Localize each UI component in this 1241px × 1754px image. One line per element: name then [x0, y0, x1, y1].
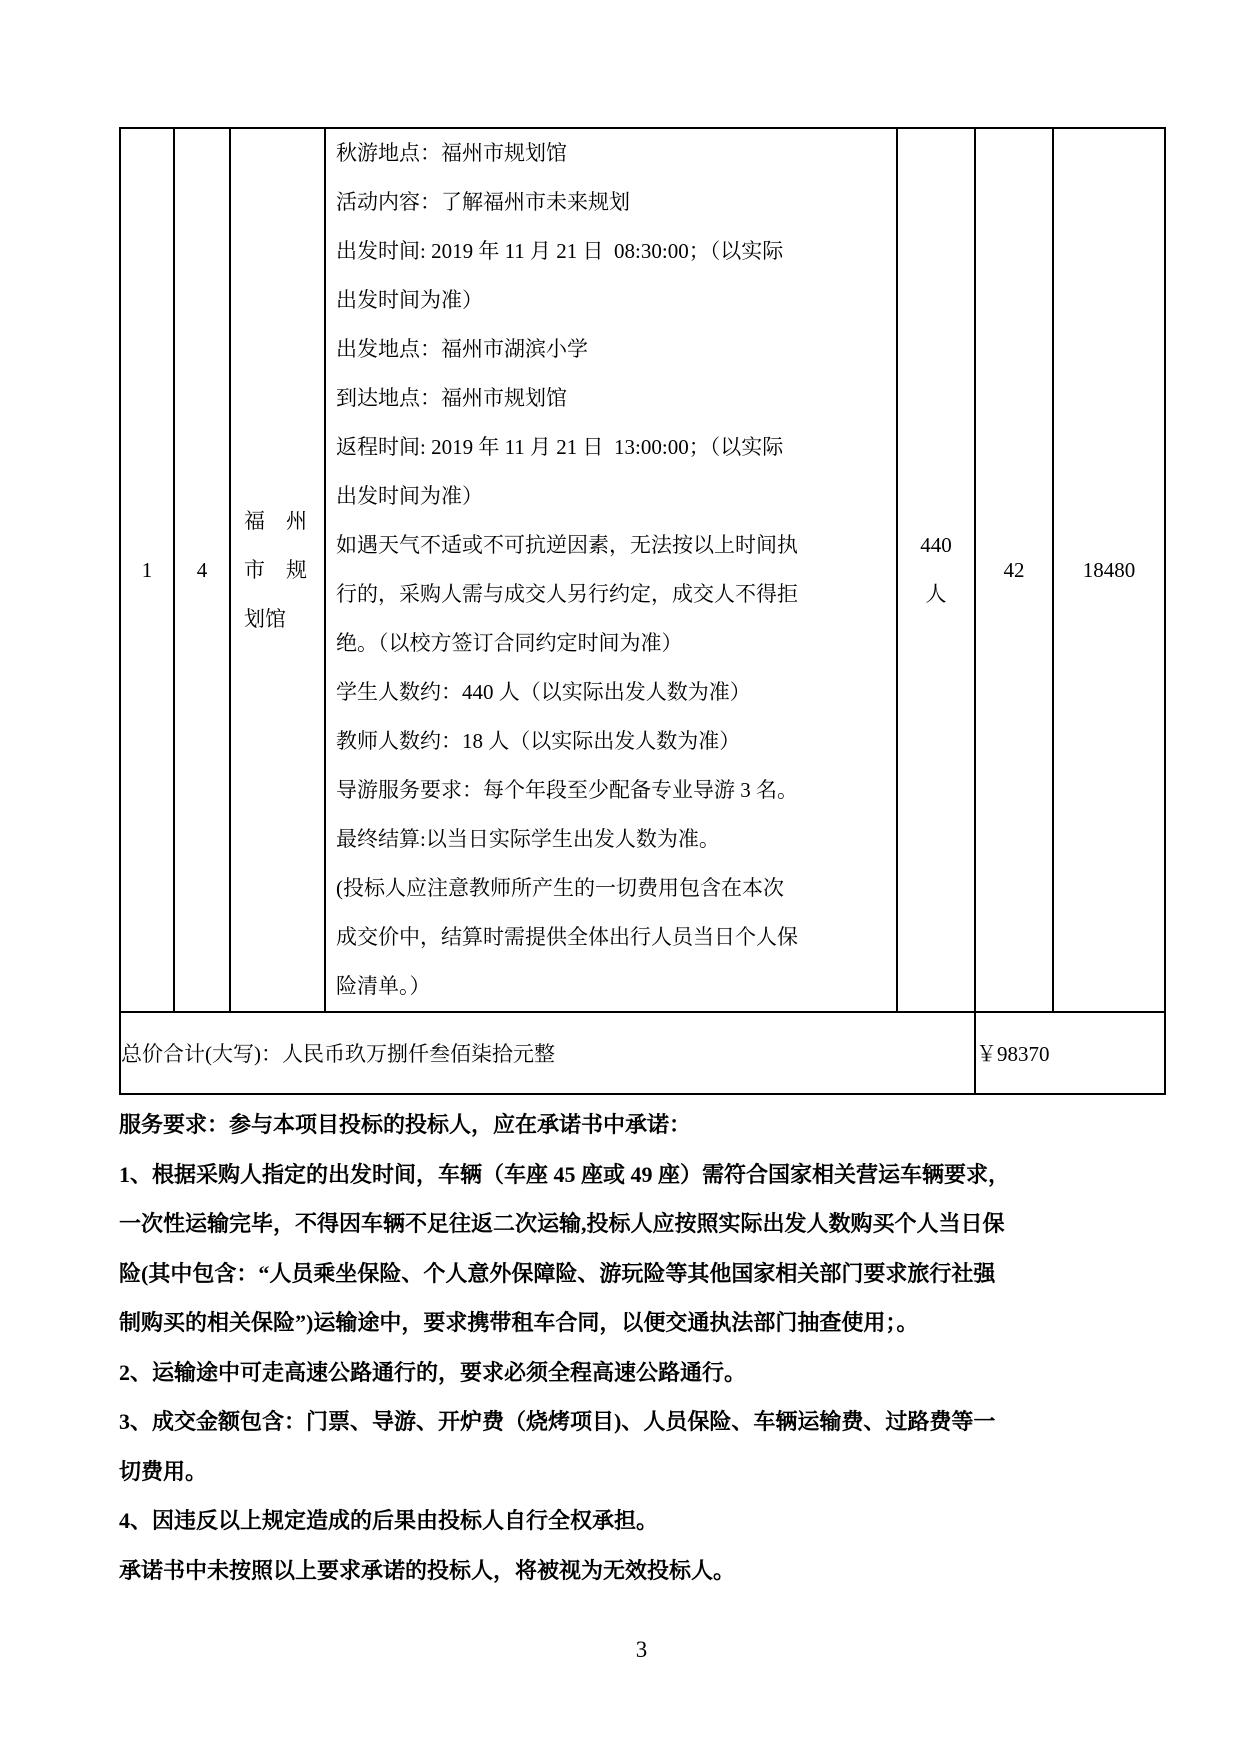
service-requirement-line: 2、运输途中可走高速公路通行的，要求必须全程高速公路通行。 — [119, 1359, 747, 1385]
description-line: 出发地点：福州市湖滨小学 — [336, 337, 588, 361]
description-line: 如遇天气不适或不可抗逆因素，无法按以上时间执 — [336, 533, 798, 557]
headcount-line: 人 — [925, 582, 947, 606]
cell-item-number: 4 — [174, 128, 230, 1012]
service-requirement-line: 1、根据采购人指定的出发时间，车辆（车座 45 座或 49 座）需符合国家相关营运车辆要求， — [119, 1161, 1011, 1187]
service-requirement-line: 服务要求：参与本项目投标的投标人，应在承诺书中承诺： — [119, 1112, 692, 1137]
description-line: 出发时间为准） — [336, 484, 483, 508]
description-line: 出发时间: 2019 年 11 月 21 日 08:30:00；（以实际 — [336, 239, 784, 263]
table-row-item — [120, 128, 1165, 1012]
cell-headcount — [897, 128, 975, 1012]
total-price-in-words: 总价合计(大写)：人民币玖万捌仟叁佰柒拾元整 — [120, 1012, 975, 1094]
service-requirement-line: 4、因违反以上规定造成的后果由投标人自行全权承担。 — [119, 1508, 659, 1533]
service-requirements-block — [119, 1100, 1164, 1595]
total-price-amount: ￥98370 — [975, 1012, 1165, 1094]
service-requirement-line: 3、成交金额包含：门票、导游、开炉费（烧烤项目)、人员保险、车辆运输费、过路费等一 — [119, 1409, 996, 1434]
cell-trip-description — [325, 128, 897, 1012]
destination-line: 福 州 — [244, 508, 307, 533]
description-line: 出发时间为准） — [336, 288, 483, 312]
cell-price: 18480 — [1053, 128, 1165, 1012]
service-requirement-line: 制购买的相关保险”)运输途中，要求携带租车合同，以便交通执法部门抽查使用；。 — [119, 1310, 919, 1335]
service-requirement-line: 一次性运输完毕，不得因车辆不足往返二次运输,投标人应按照实际出发人数购买个人当日保 — [119, 1211, 1005, 1236]
cell-destination-name — [230, 128, 325, 1012]
destination-line: 市 规 — [244, 557, 307, 582]
service-requirement-line: 承诺书中未按照以上要求承诺的投标人，将被视为无效投标人。 — [119, 1557, 736, 1583]
description-line: 学生人数约：440 人（以实际出发人数为准） — [336, 680, 751, 704]
description-line: 绝。（以校方签订合同约定时间为准） — [336, 631, 683, 655]
description-line: 返程时间: 2019 年 11 月 21 日 13:00:00；（以实际 — [336, 435, 784, 459]
cell-vehicle-count: 42 — [975, 128, 1053, 1012]
table-row-total — [120, 1012, 1165, 1094]
description-line: 行的，采购人需与成交人另行约定，成交人不得拒 — [336, 582, 798, 606]
procurement-items-table — [119, 127, 1166, 1095]
destination-line: 划馆 — [244, 606, 286, 631]
page-number: 3 — [635, 1637, 648, 1662]
cell-package-number: 1 — [120, 128, 174, 1012]
description-line: 教师人数约：18 人（以实际出发人数为准） — [336, 729, 741, 753]
description-line: (投标人应注意教师所产生的一切费用包含在本次 — [336, 876, 784, 900]
description-line: 险清单。） — [336, 974, 431, 998]
description-line: 活动内容：了解福州市未来规划 — [336, 190, 630, 214]
description-line: 到达地点：福州市规划馆 — [336, 386, 567, 410]
description-line: 秋游地点：福州市规划馆 — [336, 141, 567, 165]
headcount-line: 440 — [920, 533, 952, 557]
service-requirement-line: 切费用。 — [119, 1458, 208, 1484]
service-requirement-line: 险(其中包含：“人员乘坐保险、个人意外保障险、游玩险等其他国家相关部门要求旅行社强 — [119, 1260, 996, 1286]
description-line: 成交价中，结算时需提供全体出行人员当日个人保 — [336, 925, 798, 949]
description-line: 导游服务要求：每个年段至少配备专业导游 3 名。 — [336, 778, 798, 802]
description-line: 最终结算:以当日实际学生出发人数为准。 — [336, 827, 720, 851]
